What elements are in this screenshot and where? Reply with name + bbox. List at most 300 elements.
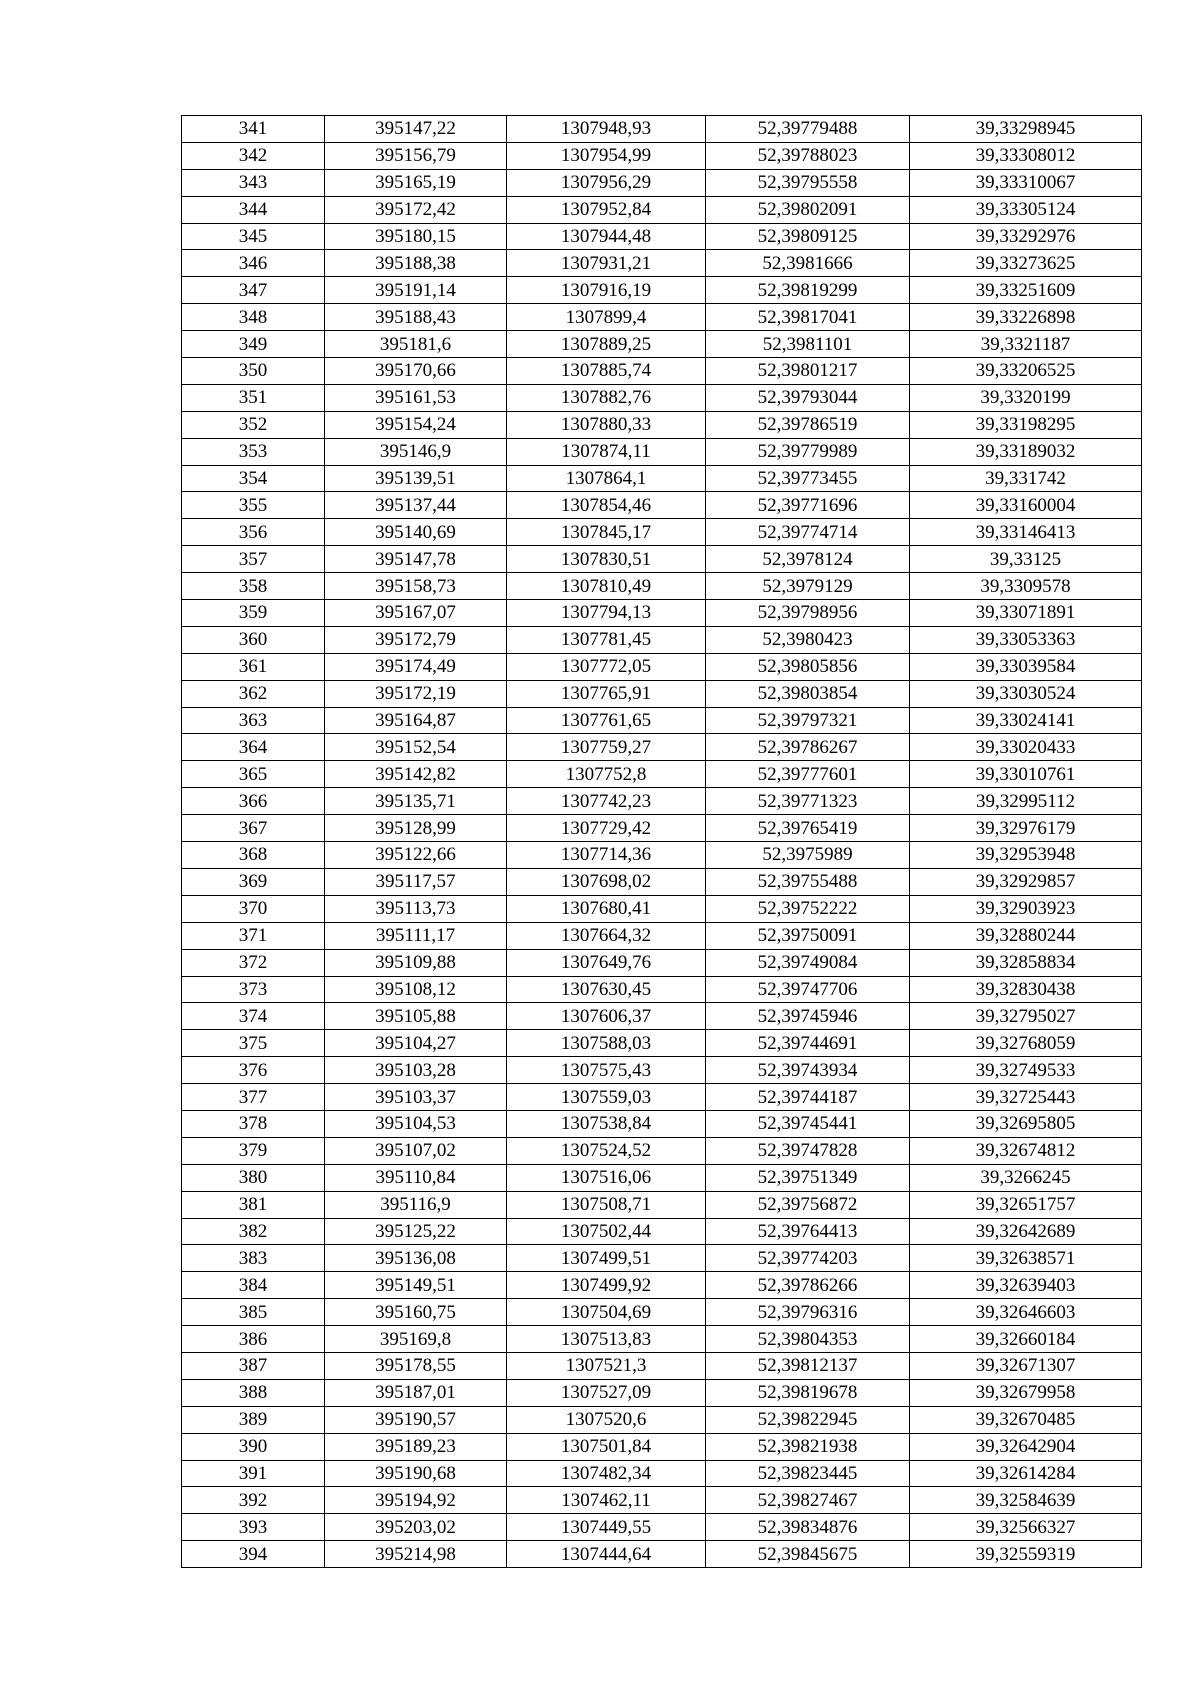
point-number-cell: 347 xyxy=(182,277,325,304)
table-row xyxy=(182,546,1142,573)
x-coordinate-cell: 395139,51 xyxy=(325,465,507,492)
y-coordinate-cell: 1307575,43 xyxy=(507,1057,706,1084)
point-number-cell: 346 xyxy=(182,250,325,277)
longitude-cell: 39,32660184 xyxy=(910,1326,1142,1353)
y-coordinate-cell: 1307588,03 xyxy=(507,1030,706,1057)
y-coordinate-cell: 1307916,19 xyxy=(507,277,706,304)
point-number-cell: 391 xyxy=(182,1460,325,1487)
table-row xyxy=(182,1299,1142,1326)
latitude-cell: 52,39745441 xyxy=(706,1110,910,1137)
y-coordinate-cell: 1307944,48 xyxy=(507,223,706,250)
y-coordinate-cell: 1307499,51 xyxy=(507,1245,706,1272)
point-number-cell: 353 xyxy=(182,438,325,465)
point-number-cell: 351 xyxy=(182,384,325,411)
coordinates-table xyxy=(181,115,1142,1568)
point-number-cell: 345 xyxy=(182,223,325,250)
x-coordinate-cell: 395178,55 xyxy=(325,1352,507,1379)
point-number-cell: 342 xyxy=(182,142,325,169)
longitude-cell: 39,32858834 xyxy=(910,949,1142,976)
table-row xyxy=(182,949,1142,976)
y-coordinate-cell: 1307521,3 xyxy=(507,1352,706,1379)
point-number-cell: 357 xyxy=(182,546,325,573)
y-coordinate-cell: 1307698,02 xyxy=(507,868,706,895)
latitude-cell: 52,39821938 xyxy=(706,1433,910,1460)
latitude-cell: 52,39774714 xyxy=(706,519,910,546)
y-coordinate-cell: 1307559,03 xyxy=(507,1084,706,1111)
x-coordinate-cell: 395174,49 xyxy=(325,653,507,680)
longitude-cell: 39,32651757 xyxy=(910,1191,1142,1218)
coordinates-table-body xyxy=(182,116,1142,1568)
latitude-cell: 52,39819299 xyxy=(706,277,910,304)
point-number-cell: 344 xyxy=(182,196,325,223)
table-row xyxy=(182,1433,1142,1460)
y-coordinate-cell: 1307630,45 xyxy=(507,976,706,1003)
y-coordinate-cell: 1307664,32 xyxy=(507,922,706,949)
x-coordinate-cell: 395107,02 xyxy=(325,1137,507,1164)
x-coordinate-cell: 395172,79 xyxy=(325,626,507,653)
y-coordinate-cell: 1307874,11 xyxy=(507,438,706,465)
table-row xyxy=(182,1406,1142,1433)
table-row xyxy=(182,626,1142,653)
table-row xyxy=(182,653,1142,680)
longitude-cell: 39,32749533 xyxy=(910,1057,1142,1084)
point-number-cell: 355 xyxy=(182,492,325,519)
latitude-cell: 52,39745946 xyxy=(706,1003,910,1030)
latitude-cell: 52,39744187 xyxy=(706,1084,910,1111)
table-row xyxy=(182,277,1142,304)
table-row xyxy=(182,411,1142,438)
table-row xyxy=(182,680,1142,707)
longitude-cell: 39,3321187 xyxy=(910,331,1142,358)
table-row xyxy=(182,600,1142,627)
x-coordinate-cell: 395103,37 xyxy=(325,1084,507,1111)
table-row xyxy=(182,922,1142,949)
longitude-cell: 39,33020433 xyxy=(910,734,1142,761)
latitude-cell: 52,39779989 xyxy=(706,438,910,465)
y-coordinate-cell: 1307752,8 xyxy=(507,761,706,788)
x-coordinate-cell: 395172,42 xyxy=(325,196,507,223)
latitude-cell: 52,39834876 xyxy=(706,1514,910,1541)
table-row xyxy=(182,1541,1142,1568)
point-number-cell: 367 xyxy=(182,815,325,842)
x-coordinate-cell: 395111,17 xyxy=(325,922,507,949)
longitude-cell: 39,33226898 xyxy=(910,304,1142,331)
longitude-cell: 39,32695805 xyxy=(910,1110,1142,1137)
point-number-cell: 363 xyxy=(182,707,325,734)
latitude-cell: 52,39751349 xyxy=(706,1164,910,1191)
latitude-cell: 52,39786519 xyxy=(706,411,910,438)
y-coordinate-cell: 1307504,69 xyxy=(507,1299,706,1326)
y-coordinate-cell: 1307680,41 xyxy=(507,895,706,922)
y-coordinate-cell: 1307501,84 xyxy=(507,1433,706,1460)
x-coordinate-cell: 395194,92 xyxy=(325,1487,507,1514)
table-row xyxy=(182,1110,1142,1137)
point-number-cell: 394 xyxy=(182,1541,325,1568)
point-number-cell: 386 xyxy=(182,1326,325,1353)
y-coordinate-cell: 1307759,27 xyxy=(507,734,706,761)
table-row xyxy=(182,842,1142,869)
latitude-cell: 52,39798956 xyxy=(706,600,910,627)
longitude-cell: 39,32584639 xyxy=(910,1487,1142,1514)
x-coordinate-cell: 395103,28 xyxy=(325,1057,507,1084)
latitude-cell: 52,3981101 xyxy=(706,331,910,358)
longitude-cell: 39,32566327 xyxy=(910,1514,1142,1541)
x-coordinate-cell: 395154,24 xyxy=(325,411,507,438)
latitude-cell: 52,39797321 xyxy=(706,707,910,734)
table-row xyxy=(182,1487,1142,1514)
longitude-cell: 39,33071891 xyxy=(910,600,1142,627)
x-coordinate-cell: 395165,19 xyxy=(325,169,507,196)
point-number-cell: 352 xyxy=(182,411,325,438)
table-row xyxy=(182,304,1142,331)
y-coordinate-cell: 1307462,11 xyxy=(507,1487,706,1514)
longitude-cell: 39,32903923 xyxy=(910,895,1142,922)
point-number-cell: 359 xyxy=(182,600,325,627)
latitude-cell: 52,39771323 xyxy=(706,788,910,815)
y-coordinate-cell: 1307845,17 xyxy=(507,519,706,546)
table-row xyxy=(182,1352,1142,1379)
y-coordinate-cell: 1307864,1 xyxy=(507,465,706,492)
x-coordinate-cell: 395104,53 xyxy=(325,1110,507,1137)
table-row xyxy=(182,1326,1142,1353)
table-row xyxy=(182,788,1142,815)
y-coordinate-cell: 1307772,05 xyxy=(507,653,706,680)
table-row xyxy=(182,1245,1142,1272)
y-coordinate-cell: 1307508,71 xyxy=(507,1191,706,1218)
x-coordinate-cell: 395147,78 xyxy=(325,546,507,573)
x-coordinate-cell: 395187,01 xyxy=(325,1379,507,1406)
latitude-cell: 52,39777601 xyxy=(706,761,910,788)
table-row xyxy=(182,1003,1142,1030)
table-row xyxy=(182,868,1142,895)
point-number-cell: 350 xyxy=(182,358,325,385)
x-coordinate-cell: 395167,07 xyxy=(325,600,507,627)
longitude-cell: 39,33146413 xyxy=(910,519,1142,546)
x-coordinate-cell: 395110,84 xyxy=(325,1164,507,1191)
x-coordinate-cell: 395189,23 xyxy=(325,1433,507,1460)
y-coordinate-cell: 1307499,92 xyxy=(507,1272,706,1299)
x-coordinate-cell: 395190,68 xyxy=(325,1460,507,1487)
y-coordinate-cell: 1307449,55 xyxy=(507,1514,706,1541)
table-row xyxy=(182,1191,1142,1218)
longitude-cell: 39,32638571 xyxy=(910,1245,1142,1272)
point-number-cell: 378 xyxy=(182,1110,325,1137)
x-coordinate-cell: 395140,69 xyxy=(325,519,507,546)
x-coordinate-cell: 395161,53 xyxy=(325,384,507,411)
x-coordinate-cell: 395164,87 xyxy=(325,707,507,734)
latitude-cell: 52,39845675 xyxy=(706,1541,910,1568)
table-row xyxy=(182,492,1142,519)
x-coordinate-cell: 395136,08 xyxy=(325,1245,507,1272)
longitude-cell: 39,33125 xyxy=(910,546,1142,573)
x-coordinate-cell: 395156,79 xyxy=(325,142,507,169)
x-coordinate-cell: 395170,66 xyxy=(325,358,507,385)
point-number-cell: 356 xyxy=(182,519,325,546)
latitude-cell: 52,39771696 xyxy=(706,492,910,519)
table-row xyxy=(182,1164,1142,1191)
y-coordinate-cell: 1307765,91 xyxy=(507,680,706,707)
table-row xyxy=(182,1379,1142,1406)
y-coordinate-cell: 1307954,99 xyxy=(507,142,706,169)
latitude-cell: 52,39817041 xyxy=(706,304,910,331)
latitude-cell: 52,39764413 xyxy=(706,1218,910,1245)
longitude-cell: 39,32976179 xyxy=(910,815,1142,842)
table-row xyxy=(182,1272,1142,1299)
x-coordinate-cell: 395135,71 xyxy=(325,788,507,815)
latitude-cell: 52,39779488 xyxy=(706,116,910,143)
longitude-cell: 39,33024141 xyxy=(910,707,1142,734)
x-coordinate-cell: 395109,88 xyxy=(325,949,507,976)
latitude-cell: 52,39802091 xyxy=(706,196,910,223)
latitude-cell: 52,39786266 xyxy=(706,1272,910,1299)
table-row xyxy=(182,223,1142,250)
longitude-cell: 39,32670485 xyxy=(910,1406,1142,1433)
latitude-cell: 52,3978124 xyxy=(706,546,910,573)
x-coordinate-cell: 395172,19 xyxy=(325,680,507,707)
point-number-cell: 370 xyxy=(182,895,325,922)
latitude-cell: 52,39822945 xyxy=(706,1406,910,1433)
longitude-cell: 39,32830438 xyxy=(910,976,1142,1003)
y-coordinate-cell: 1307729,42 xyxy=(507,815,706,842)
longitude-cell: 39,32642689 xyxy=(910,1218,1142,1245)
y-coordinate-cell: 1307885,74 xyxy=(507,358,706,385)
y-coordinate-cell: 1307830,51 xyxy=(507,546,706,573)
latitude-cell: 52,39756872 xyxy=(706,1191,910,1218)
x-coordinate-cell: 395188,43 xyxy=(325,304,507,331)
x-coordinate-cell: 395125,22 xyxy=(325,1218,507,1245)
latitude-cell: 52,39774203 xyxy=(706,1245,910,1272)
x-coordinate-cell: 395169,8 xyxy=(325,1326,507,1353)
longitude-cell: 39,32671307 xyxy=(910,1352,1142,1379)
y-coordinate-cell: 1307880,33 xyxy=(507,411,706,438)
y-coordinate-cell: 1307502,44 xyxy=(507,1218,706,1245)
latitude-cell: 52,39788023 xyxy=(706,142,910,169)
point-number-cell: 390 xyxy=(182,1433,325,1460)
latitude-cell: 52,3981666 xyxy=(706,250,910,277)
point-number-cell: 393 xyxy=(182,1514,325,1541)
y-coordinate-cell: 1307714,36 xyxy=(507,842,706,869)
y-coordinate-cell: 1307899,4 xyxy=(507,304,706,331)
table-row xyxy=(182,573,1142,600)
latitude-cell: 52,39747828 xyxy=(706,1137,910,1164)
table-row xyxy=(182,196,1142,223)
table-row xyxy=(182,116,1142,143)
longitude-cell: 39,33298945 xyxy=(910,116,1142,143)
longitude-cell: 39,331742 xyxy=(910,465,1142,492)
latitude-cell: 52,39803854 xyxy=(706,680,910,707)
table-row xyxy=(182,331,1142,358)
latitude-cell: 52,39796316 xyxy=(706,1299,910,1326)
point-number-cell: 358 xyxy=(182,573,325,600)
latitude-cell: 52,3980423 xyxy=(706,626,910,653)
latitude-cell: 52,39819678 xyxy=(706,1379,910,1406)
table-row xyxy=(182,1030,1142,1057)
table-row xyxy=(182,519,1142,546)
point-number-cell: 384 xyxy=(182,1272,325,1299)
longitude-cell: 39,32559319 xyxy=(910,1541,1142,1568)
point-number-cell: 361 xyxy=(182,653,325,680)
table-row xyxy=(182,384,1142,411)
point-number-cell: 383 xyxy=(182,1245,325,1272)
y-coordinate-cell: 1307527,09 xyxy=(507,1379,706,1406)
point-number-cell: 365 xyxy=(182,761,325,788)
longitude-cell: 39,33010761 xyxy=(910,761,1142,788)
table-row xyxy=(182,465,1142,492)
longitude-cell: 39,32929857 xyxy=(910,868,1142,895)
latitude-cell: 52,39809125 xyxy=(706,223,910,250)
point-number-cell: 354 xyxy=(182,465,325,492)
latitude-cell: 52,39752222 xyxy=(706,895,910,922)
x-coordinate-cell: 395158,73 xyxy=(325,573,507,600)
table-row xyxy=(182,895,1142,922)
point-number-cell: 341 xyxy=(182,116,325,143)
longitude-cell: 39,32725443 xyxy=(910,1084,1142,1111)
longitude-cell: 39,33198295 xyxy=(910,411,1142,438)
table-row xyxy=(182,707,1142,734)
longitude-cell: 39,33030524 xyxy=(910,680,1142,707)
x-coordinate-cell: 395181,6 xyxy=(325,331,507,358)
y-coordinate-cell: 1307513,83 xyxy=(507,1326,706,1353)
x-coordinate-cell: 395180,15 xyxy=(325,223,507,250)
x-coordinate-cell: 395104,27 xyxy=(325,1030,507,1057)
y-coordinate-cell: 1307516,06 xyxy=(507,1164,706,1191)
y-coordinate-cell: 1307444,64 xyxy=(507,1541,706,1568)
y-coordinate-cell: 1307794,13 xyxy=(507,600,706,627)
latitude-cell: 52,39747706 xyxy=(706,976,910,1003)
latitude-cell: 52,39823445 xyxy=(706,1460,910,1487)
x-coordinate-cell: 395122,66 xyxy=(325,842,507,869)
x-coordinate-cell: 395191,14 xyxy=(325,277,507,304)
x-coordinate-cell: 395117,57 xyxy=(325,868,507,895)
table-row xyxy=(182,976,1142,1003)
table-row xyxy=(182,142,1142,169)
x-coordinate-cell: 395113,73 xyxy=(325,895,507,922)
x-coordinate-cell: 395105,88 xyxy=(325,1003,507,1030)
point-number-cell: 343 xyxy=(182,169,325,196)
point-number-cell: 348 xyxy=(182,304,325,331)
y-coordinate-cell: 1307889,25 xyxy=(507,331,706,358)
point-number-cell: 373 xyxy=(182,976,325,1003)
x-coordinate-cell: 395116,9 xyxy=(325,1191,507,1218)
longitude-cell: 39,32795027 xyxy=(910,1003,1142,1030)
table-row xyxy=(182,1137,1142,1164)
x-coordinate-cell: 395152,54 xyxy=(325,734,507,761)
y-coordinate-cell: 1307538,84 xyxy=(507,1110,706,1137)
longitude-cell: 39,33273625 xyxy=(910,250,1142,277)
latitude-cell: 52,39744691 xyxy=(706,1030,910,1057)
y-coordinate-cell: 1307524,52 xyxy=(507,1137,706,1164)
table-row xyxy=(182,438,1142,465)
point-number-cell: 375 xyxy=(182,1030,325,1057)
table-row xyxy=(182,250,1142,277)
longitude-cell: 39,33310067 xyxy=(910,169,1142,196)
point-number-cell: 382 xyxy=(182,1218,325,1245)
latitude-cell: 52,39750091 xyxy=(706,922,910,949)
longitude-cell: 39,32679958 xyxy=(910,1379,1142,1406)
point-number-cell: 376 xyxy=(182,1057,325,1084)
longitude-cell: 39,32639403 xyxy=(910,1272,1142,1299)
point-number-cell: 372 xyxy=(182,949,325,976)
latitude-cell: 52,39804353 xyxy=(706,1326,910,1353)
latitude-cell: 52,39812137 xyxy=(706,1352,910,1379)
point-number-cell: 362 xyxy=(182,680,325,707)
table-row xyxy=(182,1057,1142,1084)
y-coordinate-cell: 1307742,23 xyxy=(507,788,706,815)
table-row xyxy=(182,1514,1142,1541)
longitude-cell: 39,33053363 xyxy=(910,626,1142,653)
point-number-cell: 388 xyxy=(182,1379,325,1406)
y-coordinate-cell: 1307931,21 xyxy=(507,250,706,277)
point-number-cell: 366 xyxy=(182,788,325,815)
y-coordinate-cell: 1307882,76 xyxy=(507,384,706,411)
table-row xyxy=(182,169,1142,196)
table-row xyxy=(182,1460,1142,1487)
longitude-cell: 39,3266245 xyxy=(910,1164,1142,1191)
latitude-cell: 52,39827467 xyxy=(706,1487,910,1514)
point-number-cell: 379 xyxy=(182,1137,325,1164)
y-coordinate-cell: 1307952,84 xyxy=(507,196,706,223)
longitude-cell: 39,32768059 xyxy=(910,1030,1142,1057)
latitude-cell: 52,39805856 xyxy=(706,653,910,680)
point-number-cell: 377 xyxy=(182,1084,325,1111)
latitude-cell: 52,39749084 xyxy=(706,949,910,976)
y-coordinate-cell: 1307649,76 xyxy=(507,949,706,976)
x-coordinate-cell: 395188,38 xyxy=(325,250,507,277)
longitude-cell: 39,32880244 xyxy=(910,922,1142,949)
x-coordinate-cell: 395214,98 xyxy=(325,1541,507,1568)
x-coordinate-cell: 395203,02 xyxy=(325,1514,507,1541)
y-coordinate-cell: 1307948,93 xyxy=(507,116,706,143)
longitude-cell: 39,33308012 xyxy=(910,142,1142,169)
latitude-cell: 52,39755488 xyxy=(706,868,910,895)
point-number-cell: 381 xyxy=(182,1191,325,1218)
longitude-cell: 39,32614284 xyxy=(910,1460,1142,1487)
point-number-cell: 392 xyxy=(182,1487,325,1514)
table-row xyxy=(182,1084,1142,1111)
x-coordinate-cell: 395142,82 xyxy=(325,761,507,788)
longitude-cell: 39,3320199 xyxy=(910,384,1142,411)
point-number-cell: 364 xyxy=(182,734,325,761)
point-number-cell: 349 xyxy=(182,331,325,358)
table-row xyxy=(182,761,1142,788)
y-coordinate-cell: 1307810,49 xyxy=(507,573,706,600)
longitude-cell: 39,32646603 xyxy=(910,1299,1142,1326)
y-coordinate-cell: 1307761,65 xyxy=(507,707,706,734)
longitude-cell: 39,32953948 xyxy=(910,842,1142,869)
latitude-cell: 52,39786267 xyxy=(706,734,910,761)
y-coordinate-cell: 1307854,46 xyxy=(507,492,706,519)
longitude-cell: 39,32642904 xyxy=(910,1433,1142,1460)
longitude-cell: 39,33189032 xyxy=(910,438,1142,465)
longitude-cell: 39,33305124 xyxy=(910,196,1142,223)
longitude-cell: 39,33292976 xyxy=(910,223,1142,250)
latitude-cell: 52,39793044 xyxy=(706,384,910,411)
latitude-cell: 52,39795558 xyxy=(706,169,910,196)
x-coordinate-cell: 395137,44 xyxy=(325,492,507,519)
latitude-cell: 52,3975989 xyxy=(706,842,910,869)
x-coordinate-cell: 395108,12 xyxy=(325,976,507,1003)
table-row xyxy=(182,815,1142,842)
longitude-cell: 39,33206525 xyxy=(910,358,1142,385)
point-number-cell: 371 xyxy=(182,922,325,949)
point-number-cell: 374 xyxy=(182,1003,325,1030)
point-number-cell: 385 xyxy=(182,1299,325,1326)
longitude-cell: 39,33039584 xyxy=(910,653,1142,680)
point-number-cell: 387 xyxy=(182,1352,325,1379)
latitude-cell: 52,39743934 xyxy=(706,1057,910,1084)
latitude-cell: 52,39773455 xyxy=(706,465,910,492)
latitude-cell: 52,39765419 xyxy=(706,815,910,842)
